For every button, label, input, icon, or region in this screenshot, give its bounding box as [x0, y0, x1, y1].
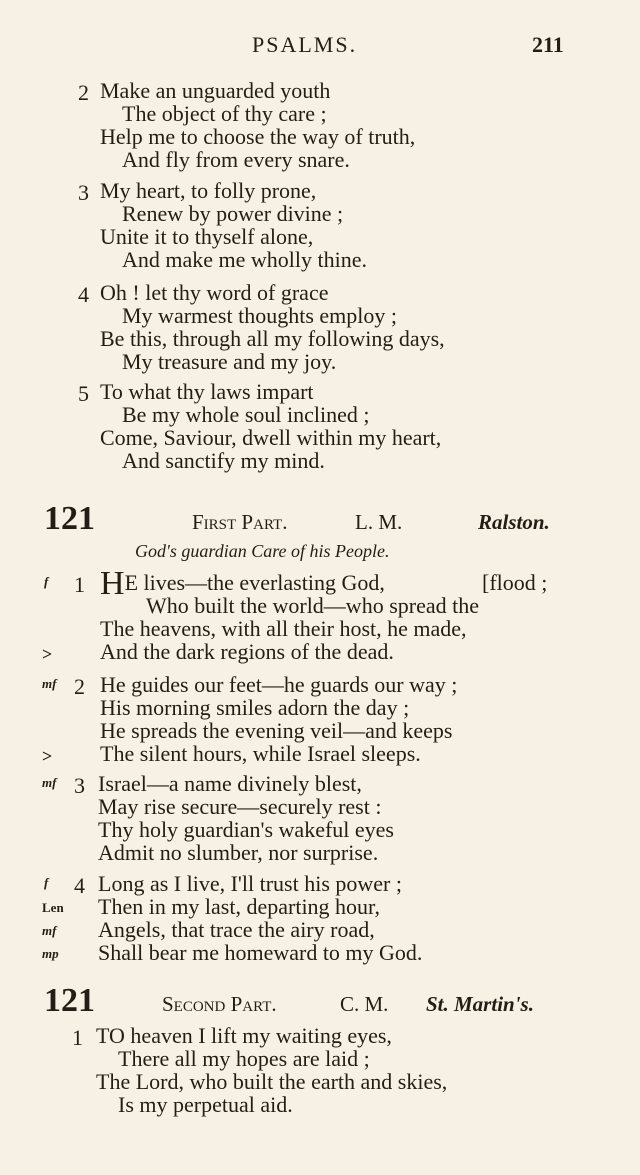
- stanza-number: 4: [74, 873, 85, 898]
- hymn-metre: L. M.: [355, 510, 403, 534]
- verse-line: [100, 565, 385, 602]
- verse-line: The Lord, who built the earth and skies,: [96, 1069, 448, 1094]
- verse-line: Then in my last, departing hour,: [98, 894, 381, 919]
- verse-line: Come, Saviour, dwell within my heart,: [100, 425, 442, 450]
- verse-line: Make an unguarded youth: [100, 78, 331, 103]
- verse-line: TO heaven I lift my waiting eyes,: [96, 1023, 392, 1048]
- hymn-part: First Part.: [192, 510, 288, 534]
- dynamic-mark: mp: [42, 946, 59, 961]
- verse-line: He guides our feet—he guards our way ;: [100, 672, 458, 697]
- page-number: 211: [532, 32, 564, 57]
- dynamic-mark: mf: [42, 676, 57, 691]
- verse-line: And the dark regions of the dead.: [100, 639, 394, 664]
- verse-line: The silent hours, while Israel sleeps.: [100, 741, 421, 766]
- verse-line: The object of thy care ;: [122, 101, 327, 126]
- verse-line: Is my perpetual aid.: [118, 1092, 293, 1117]
- verse-line: Be my whole soul inclined ;: [122, 402, 370, 427]
- decrescendo-mark: >: [42, 644, 53, 664]
- verse-line: Shall bear me homeward to my God.: [98, 940, 423, 965]
- verse-line: My heart, to folly prone,: [100, 178, 317, 203]
- verse-line: My warmest thoughts employ ;: [122, 303, 397, 328]
- hymn-subtitle: God's guardian Care of his People.: [135, 541, 390, 561]
- stanza-number: 5: [78, 381, 89, 406]
- stanza-number: 4: [78, 282, 89, 307]
- tune-name: Ralston.: [478, 510, 550, 534]
- verse-line: Be this, through all my following days,: [100, 326, 445, 351]
- verse-line: Help me to choose the way of truth,: [100, 124, 416, 149]
- drop-cap: H: [100, 565, 125, 602]
- dynamic-mark: mf: [42, 775, 57, 790]
- verse-line: He spreads the evening veil—and keeps: [100, 718, 453, 743]
- verse-line: Unite it to thyself alone,: [100, 224, 314, 249]
- verse-line: And fly from every snare.: [122, 147, 350, 172]
- dynamic-mark: f: [44, 574, 49, 589]
- verse-line: And make me wholly thine.: [122, 247, 368, 272]
- verse-line: Israel—a name divinely blest,: [98, 771, 362, 796]
- stanza-number: 3: [74, 773, 85, 798]
- decrescendo-mark: >: [42, 746, 53, 766]
- dynamic-mark: mf: [42, 923, 57, 938]
- stanza-number: 1: [72, 1025, 83, 1050]
- hymn-number: 121: [44, 500, 95, 537]
- verse-line: May rise secure—securely rest :: [98, 794, 382, 819]
- tune-name: St. Martin's.: [426, 992, 534, 1016]
- overflow-word: [flood ;: [482, 570, 548, 595]
- running-title: PSALMS.: [252, 32, 358, 57]
- first-line-rest: E lives—the everlasting God,: [124, 570, 385, 595]
- verse-line: Long as I live, I'll trust his power ;: [98, 871, 402, 896]
- stanza-number: 2: [74, 674, 85, 699]
- verse-line: Thy holy guardian's wakeful eyes: [98, 817, 394, 842]
- dynamic-mark: Len: [42, 900, 64, 915]
- stanza-number: 2: [78, 80, 89, 105]
- verse-line: Who built the world—who spread the: [146, 593, 479, 618]
- verse-line: Renew by power divine ;: [122, 201, 344, 226]
- stanza-number: 1: [74, 572, 85, 597]
- hymn-metre: C. M.: [340, 992, 389, 1016]
- verse-line: The heavens, with all their host, he made,: [100, 616, 467, 641]
- verse-line: Admit no slumber, nor surprise.: [98, 840, 379, 865]
- verse-line: And sanctify my mind.: [122, 448, 325, 473]
- page-header: [0, 32, 640, 62]
- verse-line: His morning smiles adorn the day ;: [100, 695, 410, 720]
- dynamic-mark: f: [44, 875, 49, 890]
- verse-line: To what thy laws impart: [100, 379, 314, 404]
- hymn-part: Second Part.: [162, 992, 277, 1016]
- verse-line: Angels, that trace the airy road,: [98, 917, 375, 942]
- verse-line: There all my hopes are laid ;: [118, 1046, 370, 1071]
- verse-line: My treasure and my joy.: [122, 349, 337, 374]
- stanza-number: 3: [78, 180, 89, 205]
- verse-line: Oh ! let thy word of grace: [100, 280, 329, 305]
- hymn-number: 121: [44, 982, 95, 1019]
